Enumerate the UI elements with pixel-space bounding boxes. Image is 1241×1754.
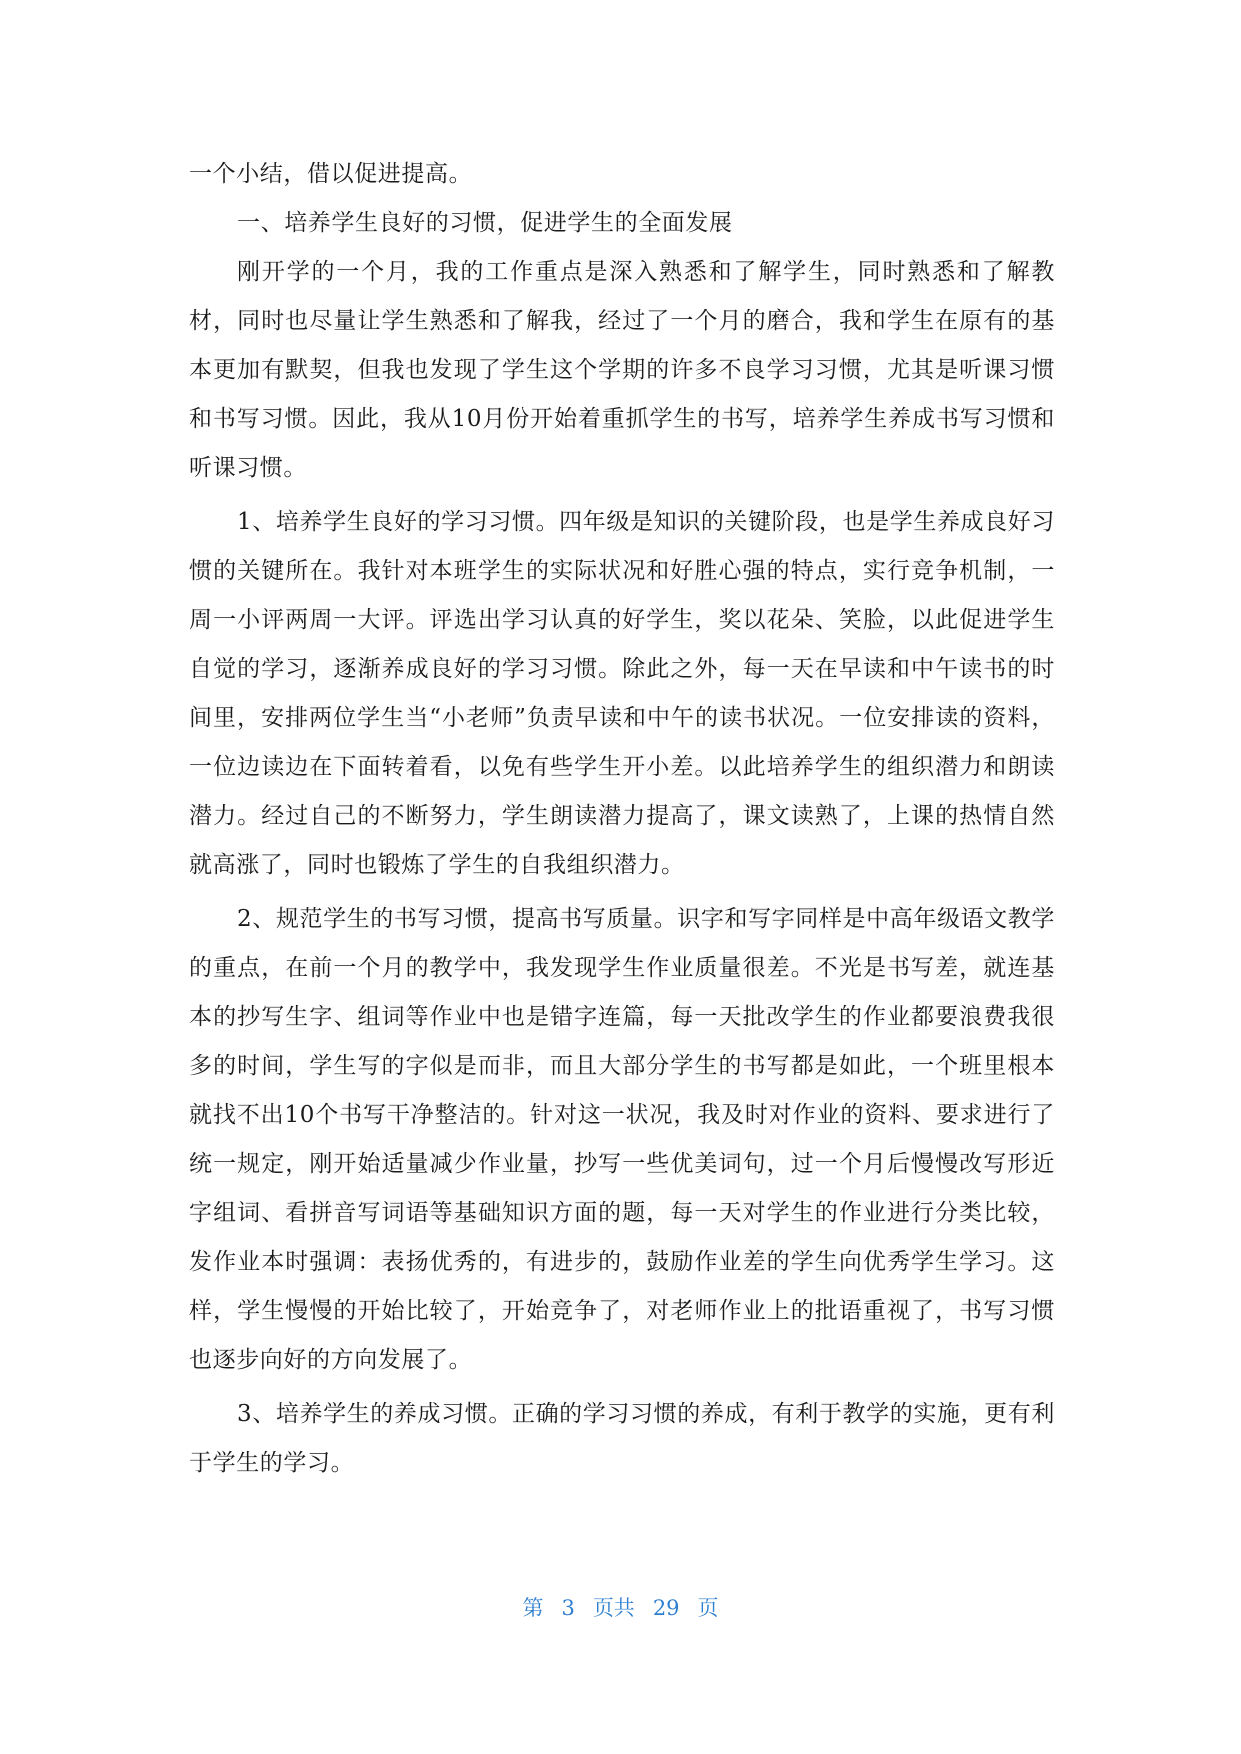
document-body: [189, 150, 1055, 1488]
paragraph-item-1: 1、培养学生良好的学习习惯。四年级是知识的关键阶段，也是学生养成良好习惯的关键所在。我针对本班学生的实际状况和好胜心强的特点，实行竞争机制，一周一小评两周一大评。评选出学习认真的好学生，奖以花朵、笑脸，以此促进学生自觉的学习，逐渐养成良好的学习习惯。除此之外，每一天在早读和中午读书的时间里，安排两位学生当“小老师”负责早读和中午的读书状况。一位安排读的资料，一位边读边在下面转着看，以免有些学生开小差。以此培养学生的组织潜力和朗读潜力。经过自己的不断努力，学生朗读潜力提高了，课文读熟了，上课的热情自然就高涨了，同时也锻炼了学生的自我组织潜力。: [189, 509, 1055, 878]
paragraph: 刚开学的一个月，我的工作重点是深入熟悉和了解学生，同时熟悉和了解教材，同时也尽量让学生熟悉和了解我，经过了一个月的磨合，我和学生在原有的基本更加有默契，但我也发现了学生这个学期的许多不良学习习惯，尤其是听课习惯和书写习惯。因此，我从10月份开始着重抓学生的书写，培养学生养成书写习惯和听课习惯。: [189, 259, 1055, 481]
paragraph-item-3: 3、培养学生的养成习惯。正确的学习习惯的养成，有利于教学的实施，更有利于学生的学习。: [189, 1401, 1055, 1476]
paragraph-continuation: 一个小结，借以促进提高。: [189, 161, 473, 187]
paragraph-item-2: 2、规范学生的书写习惯，提高书写质量。识字和写字同样是中高年级语文教学的重点，在前一个月的教学中，我发现学生作业质量很差。不光是书写差，就连基本的抄写生字、组词等作业中也是错字连篇，每一天批改学生的作业都要浪费我很多的时间，学生写的字似是而非，而且大部分学生的书写都是如此，一个班里根本就找不出10个书写干净整洁的。针对这一状况，我及时对作业的资料、要求进行了统一规定，刚开始适量减少作业量，抄写一些优美词句，过一个月后慢慢改写形近字组词、看拼音写词语等基础知识方面的题，每一天对学生的作业进行分类比较，发作业本时强调：表扬优秀的，有进步的，鼓励作业差的学生向优秀学生学习。这样，学生慢慢的开始比较了，开始竞争了，对老师作业上的批语重视了，书写习惯也逐步向好的方向发展了。: [189, 906, 1055, 1373]
total-pages-number: 29: [652, 1596, 680, 1620]
footer-label-2: 页共: [592, 1596, 635, 1620]
footer-label-3: 页: [697, 1596, 719, 1620]
footer-label-1: 第: [522, 1596, 544, 1620]
section-heading: 一、培养学生良好的习惯，促进学生的全面发展: [237, 210, 733, 236]
current-page-number: 3: [561, 1596, 575, 1620]
page-footer: [0, 1592, 1241, 1622]
